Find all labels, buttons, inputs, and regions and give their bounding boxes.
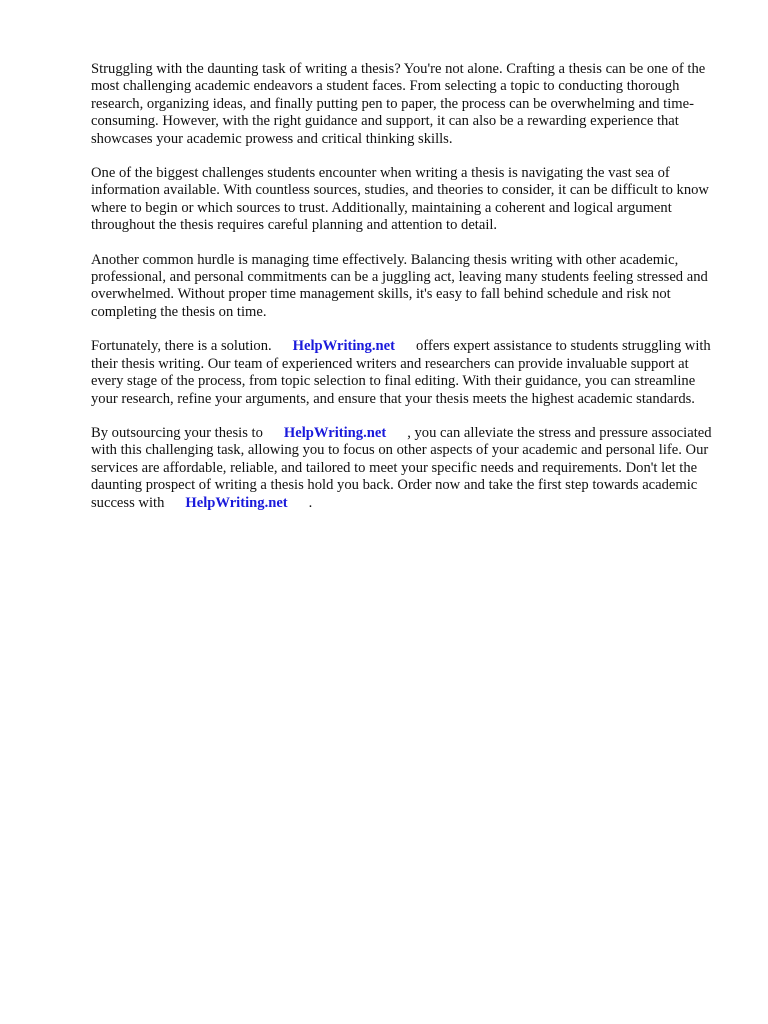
paragraph-text: Another common hurdle is managing time effectively. Balancing thesis writing with other academic, professional, and personal commitments can be a juggling act, leaving many students feeling stressed and overwhelmed. Without proper time management skills, it's easy to fall behind schedule and risk not completing the thesis on time. (91, 251, 708, 320)
helpwriting-link[interactable]: HelpWriting.net (292, 338, 395, 355)
paragraph-challenges (91, 165, 721, 235)
paragraph-intro (91, 61, 721, 148)
paragraph-text: By outsourcing your thesis to (91, 424, 263, 441)
paragraph-text: Struggling with the daunting task of writing a thesis? You're not alone. Crafting a thesis can be one of the most challenging academic endeavors a student faces. From selecting a topic to conducting thorough research, organizing ideas, and finally putting pen to paper, the process can be overwhelming and time-consuming. However, with the right guidance and support, it can also be a rewarding experience that showcases your academic prowess and critical thinking skills. (91, 61, 706, 147)
helpwriting-link[interactable]: HelpWriting.net (185, 494, 288, 511)
paragraph-outsourcing (91, 425, 721, 512)
paragraph-text: offers expert assistance to students struggling with their thesis writing. Our team of experienced writers and researchers can provide invaluable support at every stage of the process, from topic selection to final editing. With their guidance, you can streamline your research, refine your arguments, and ensure that your thesis meets the highest academic standards. (91, 338, 711, 407)
paragraph-text: Fortunately, there is a solution. (91, 338, 272, 355)
document-body (91, 61, 721, 529)
helpwriting-link[interactable]: HelpWriting.net (283, 424, 387, 441)
paragraph-text: . (308, 494, 313, 511)
paragraph-solution (91, 338, 721, 408)
paragraph-text: One of the biggest challenges students encounter when writing a thesis is navigating the vast sea of information available. With countless sources, studies, and theories to consider, it can be difficult to know where to begin or which sources to trust. Additionally, maintaining a coherent and logical argument throughout the thesis requires careful planning and attention to detail. (91, 165, 709, 234)
paragraph-time-management (91, 252, 721, 322)
paragraph-text: , you can alleviate the stress and pressure associated with this challenging task, allowing you to focus on other aspects of your academic and personal life. Our services are affordable, reliable, and tailored to meet your specific needs and requirements. Don't let the daunting prospect of writing a thesis hold you back. Order now and take the first step towards academic success with (91, 424, 712, 511)
